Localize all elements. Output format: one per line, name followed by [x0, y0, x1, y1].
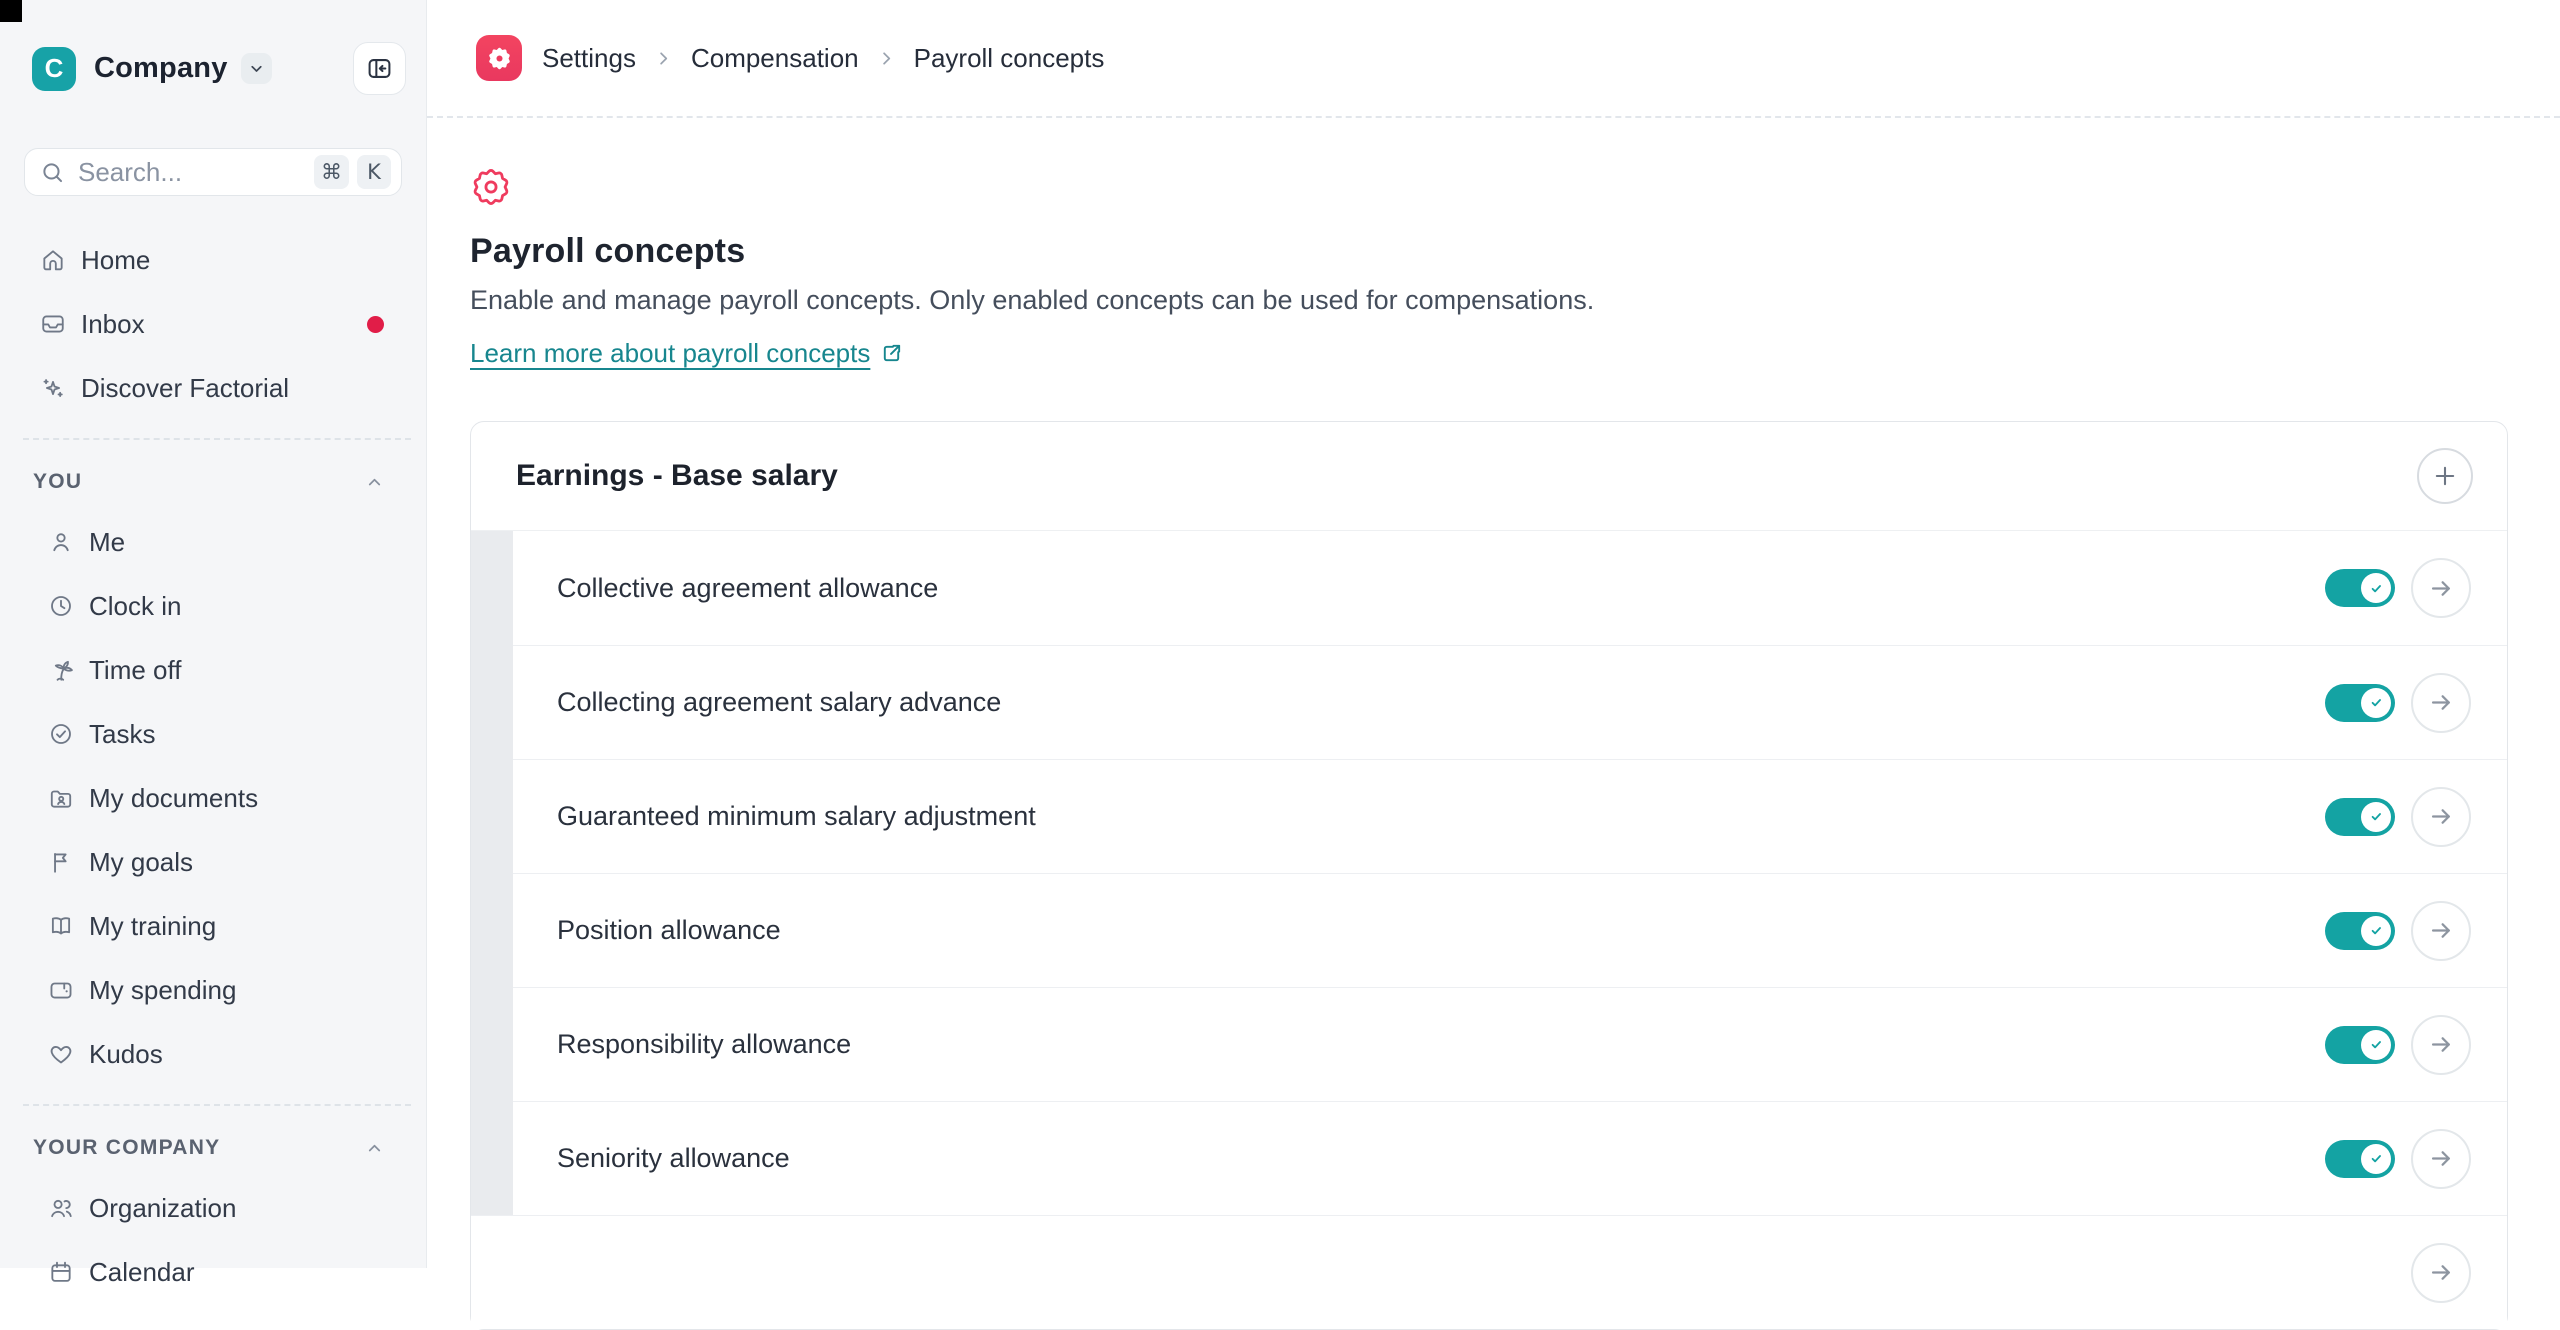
gear-icon — [486, 45, 513, 72]
wallet-icon — [48, 977, 74, 1003]
sidebar-item-my-documents[interactable] — [0, 766, 426, 830]
sidebar-nav — [0, 228, 426, 1304]
chevron-down-icon — [248, 60, 265, 77]
table-row-partial — [471, 1215, 2507, 1329]
home-icon — [40, 247, 66, 273]
concept-toggle[interactable] — [2325, 1026, 2395, 1064]
sidebar-item-calendar[interactable] — [0, 1240, 426, 1304]
learn-more-link[interactable] — [470, 338, 903, 369]
check-circle-icon — [48, 721, 74, 747]
sidebar-item-label: My documents — [89, 782, 259, 813]
people-icon — [48, 1195, 74, 1221]
sidebar-item-label: Discover Factorial — [81, 372, 290, 403]
chevron-up-icon — [365, 473, 384, 492]
external-link-icon — [880, 342, 903, 365]
card-header — [471, 422, 2507, 530]
page-description: Enable and manage payroll concepts. Only enabled concepts can be used for compensations. — [470, 285, 1595, 315]
card-title: Earnings - Base salary — [516, 459, 838, 492]
sidebar-item-label: Kudos — [89, 1038, 163, 1069]
arrow-right-icon — [2428, 803, 2455, 830]
settings-app-tile — [476, 35, 522, 81]
check-icon — [2361, 573, 2391, 603]
check-icon — [2361, 802, 2391, 832]
breadcrumb-payroll-concepts: Payroll concepts — [913, 42, 1105, 73]
sidebar-divider — [23, 1104, 411, 1106]
row-controls — [2411, 1243, 2471, 1303]
open-concept-button[interactable] — [2411, 1243, 2471, 1303]
sidebar-item-kudos[interactable] — [0, 1022, 426, 1086]
add-concept-button[interactable] — [2417, 448, 2473, 504]
sidebar-item-label: Organization — [89, 1192, 237, 1223]
arrow-right-icon — [2428, 1259, 2455, 1286]
sidebar-item-label: My spending — [89, 974, 237, 1005]
sidebar-section-your-company-items — [0, 1176, 426, 1304]
concept-toggle[interactable] — [2325, 1140, 2395, 1178]
row-controls — [2325, 1015, 2471, 1075]
arrow-right-icon — [2428, 575, 2455, 602]
company-initial: C — [44, 53, 64, 83]
breadcrumb-settings[interactable]: Settings — [542, 42, 636, 73]
sidebar-item-my-goals[interactable] — [0, 830, 426, 894]
arrow-right-icon — [2428, 1031, 2455, 1058]
palm-tree-icon — [48, 657, 74, 683]
open-concept-button[interactable] — [2411, 1129, 2471, 1189]
concept-label: Seniority allowance — [557, 1143, 790, 1173]
sidebar-item-label: Home — [81, 244, 151, 275]
breadcrumb-compensation[interactable]: Compensation — [690, 42, 859, 73]
sidebar-item-home[interactable] — [0, 228, 426, 292]
cmd-key-badge: ⌘ — [314, 155, 349, 189]
sidebar-item-label: Calendar — [89, 1256, 195, 1287]
table-row — [471, 1101, 2507, 1215]
concept-label: Collective agreement allowance — [557, 572, 939, 603]
open-concept-button[interactable] — [2411, 787, 2471, 847]
calendar-icon — [48, 1259, 74, 1285]
table-row — [471, 645, 2507, 759]
row-controls — [2325, 1129, 2471, 1189]
sidebar-item-me[interactable] — [0, 510, 426, 574]
sidebar-item-label: Clock in — [89, 590, 182, 621]
row-controls — [2325, 901, 2471, 961]
check-icon — [2361, 1030, 2391, 1060]
concept-toggle[interactable] — [2325, 912, 2395, 950]
concept-list — [471, 530, 2507, 1329]
open-concept-button[interactable] — [2411, 673, 2471, 733]
sidebar-divider — [23, 438, 411, 440]
search-bar — [24, 148, 402, 196]
screen-corner-artifact — [0, 0, 22, 22]
check-icon — [2361, 688, 2391, 718]
drag-handle-gutter[interactable] — [471, 531, 513, 1215]
user-icon — [48, 529, 74, 555]
sidebar-item-clock-in[interactable] — [0, 574, 426, 638]
concept-toggle[interactable] — [2325, 684, 2395, 722]
sidebar-item-inbox[interactable] — [0, 292, 426, 356]
sidebar-section-you[interactable] — [0, 454, 426, 510]
open-concept-button[interactable] — [2411, 1015, 2471, 1075]
row-controls — [2325, 673, 2471, 733]
chevron-right-icon — [877, 49, 896, 68]
company-logo — [32, 47, 76, 91]
concept-label: Guaranteed minimum salary adjustment — [557, 801, 1036, 831]
concept-toggle[interactable] — [2325, 569, 2395, 607]
search-input[interactable] — [78, 157, 306, 188]
inbox-icon — [40, 311, 66, 337]
book-icon — [48, 913, 74, 939]
page-content — [427, 118, 2560, 1330]
table-row — [471, 873, 2507, 987]
table-row — [471, 987, 2507, 1101]
section-title: YOU — [33, 470, 83, 493]
chevron-up-icon — [365, 1139, 384, 1158]
sparkles-icon — [40, 375, 66, 401]
sidebar-item-organization[interactable] — [0, 1176, 426, 1240]
concept-toggle[interactable] — [2325, 798, 2395, 836]
sidebar-item-time-off[interactable] — [0, 638, 426, 702]
learn-more-label: Learn more about payroll concepts — [470, 338, 871, 368]
unread-badge — [367, 316, 384, 333]
flag-icon — [48, 849, 74, 875]
sidebar-item-my-training[interactable] — [0, 894, 426, 958]
concept-label: Responsibility allowance — [557, 1029, 852, 1059]
table-row — [471, 531, 2507, 645]
sidebar-item-label: My goals — [89, 846, 194, 877]
collapse-sidebar-icon — [366, 55, 393, 82]
payroll-concepts-gear-icon — [470, 166, 2508, 208]
row-controls — [2325, 558, 2471, 618]
check-icon — [2361, 1144, 2391, 1174]
arrow-right-icon — [2428, 917, 2455, 944]
breadcrumb — [427, 0, 2560, 118]
row-controls — [2325, 787, 2471, 847]
sidebar-item-my-spending[interactable] — [0, 958, 426, 1022]
sidebar-item-label: Tasks — [89, 718, 156, 749]
concept-label: Position allowance — [557, 915, 781, 945]
arrow-right-icon — [2428, 1145, 2455, 1172]
company-name: Company — [94, 52, 228, 84]
k-key-badge: K — [357, 155, 391, 189]
chevron-right-icon — [654, 49, 673, 68]
sidebar-section-you-items — [0, 510, 426, 1086]
section-title: YOUR COMPANY — [33, 1136, 221, 1159]
documents-icon — [48, 785, 74, 811]
plus-icon — [2431, 462, 2459, 490]
sidebar-section-your-company[interactable] — [0, 1120, 426, 1176]
company-switcher — [32, 42, 406, 95]
sidebar-item-label: Inbox — [81, 308, 145, 339]
table-row — [471, 759, 2507, 873]
open-concept-button[interactable] — [2411, 558, 2471, 618]
sidebar-item-label: Me — [89, 526, 126, 557]
page-title: Payroll concepts — [470, 232, 746, 270]
arrow-right-icon — [2428, 689, 2455, 716]
main-area — [427, 0, 2560, 1268]
open-concept-button[interactable] — [2411, 901, 2471, 961]
search-icon — [40, 160, 65, 185]
payroll-concepts-card — [470, 421, 2508, 1330]
clock-icon — [48, 593, 74, 619]
collapse-sidebar-button[interactable] — [353, 42, 406, 95]
sidebar-item-label: My training — [89, 910, 217, 941]
company-menu-button[interactable] — [241, 53, 272, 84]
check-icon — [2361, 916, 2391, 946]
sidebar-item-tasks[interactable] — [0, 702, 426, 766]
sidebar-item-label: Time off — [89, 654, 182, 685]
heart-icon — [48, 1041, 74, 1067]
concept-label: Collecting agreement salary advance — [557, 687, 1002, 717]
sidebar-item-discover-factorial[interactable] — [0, 356, 426, 420]
sidebar — [0, 0, 427, 1287]
